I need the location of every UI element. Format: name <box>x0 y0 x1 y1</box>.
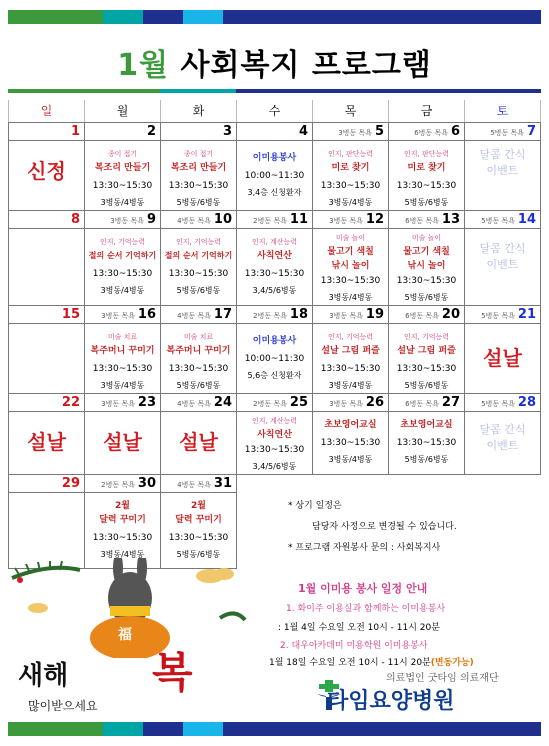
page-title: 1월 사회복지 프로그램 <box>117 48 432 83</box>
date-cell: 2병동 목욕 30 <box>85 474 161 492</box>
date-cell: 29 <box>9 474 85 492</box>
date-cell: 3병동 목욕 16 <box>85 305 161 323</box>
program-cell: 인지, 계산능력 사칙연산 13:30~15:30 3,4/5/6병동 <box>237 411 313 474</box>
program-cell: 이미용봉사 10:00~11:30 5,6층 신청환자 <box>237 323 313 393</box>
date-cell: 3 <box>161 122 237 140</box>
date-cell: 2병동 목욕 18 <box>237 305 313 323</box>
date-cell: 5병동 목욕 14 <box>465 210 541 228</box>
bottom-color-bar <box>8 722 541 736</box>
program-cell: 인지, 판단능력 미로 찾기 13:30~15:30 3병동/4병동 <box>313 140 389 210</box>
program-cell: 달콤 간식 이벤트 <box>465 140 541 210</box>
program-cell: 설날 <box>9 411 85 474</box>
date-cell: 3병동 목욕 5 <box>313 122 389 140</box>
weekday-sun: 일 <box>9 100 85 122</box>
program-cell: 종이 접기 복조리 만들기 13:30~15:30 3병동/4병동 <box>85 140 161 210</box>
title-underline <box>8 89 541 93</box>
date-cell: 6병동 목욕 6 <box>389 122 465 140</box>
date-cell: 3병동 목욕 23 <box>85 393 161 411</box>
date-row <box>9 122 541 140</box>
weekday-mon: 월 <box>85 100 161 122</box>
date-cell: 4병동 목욕 24 <box>161 393 237 411</box>
date-cell: 6병동 목욕 20 <box>389 305 465 323</box>
empty-cell <box>237 474 541 492</box>
date-cell: 1 <box>9 122 85 140</box>
date-cell: 22 <box>9 393 85 411</box>
top-color-bar <box>8 10 541 24</box>
weekday-sat: 토 <box>465 100 541 122</box>
announcement-title: 1월 이미용 봉사 일정 안내 <box>298 582 428 595</box>
program-cell <box>9 323 85 393</box>
weekday-tue: 화 <box>161 100 237 122</box>
date-cell: 3병동 목욕 9 <box>85 210 161 228</box>
pouch-character: 福 <box>118 627 132 643</box>
program-row <box>9 228 541 305</box>
date-row <box>9 305 541 323</box>
date-cell: 8 <box>9 210 85 228</box>
program-cell: 설날 <box>161 411 237 474</box>
program-cell: 미술 놀이 물고기 색칠 낚시 놀이 13:30~15:30 5병동/6병동 <box>389 228 465 305</box>
program-cell: 달콤 간식 이벤트 <box>465 228 541 305</box>
program-row <box>9 140 541 210</box>
program-cell: 미술 치료 복주머니 꾸미기 13:30~15:30 3병동/4병동 <box>85 323 161 393</box>
date-cell: 4병동 목욕 17 <box>161 305 237 323</box>
bok-character: 복 <box>152 648 193 697</box>
program-cell: 인지, 판단능력 미로 찾기 13:30~15:30 5병동/6병동 <box>389 140 465 210</box>
program-cell: 인지, 기억능력 설날 그림 퍼즐 13:30~15:30 3병동/4병동 <box>313 323 389 393</box>
program-cell: 초보영어교실 13:30~15:30 3병동/4병동 <box>313 411 389 474</box>
program-cell: 인지, 기억능력 절의 순서 기억하기 13:30~15:30 5병동/6병동 <box>161 228 237 305</box>
program-cell: 설날 <box>465 323 541 393</box>
program-row <box>9 323 541 393</box>
program-cell: 신정 <box>9 140 85 210</box>
program-cell: 인지, 기억능력 설날 그림 퍼즐 13:30~15:30 5병동/6병동 <box>389 323 465 393</box>
date-cell: 3병동 목욕 26 <box>313 393 389 411</box>
schedule-notes: * 상기 일정은 담당자 사정으로 변경될 수 있습니다. * 프로그램 자원봉사 문의 : 사회복지사 <box>288 501 457 553</box>
date-cell: 2병동 목욕 25 <box>237 393 313 411</box>
announcement-line: 1. 화이주 이용실과 함께하는 이미용봉사 <box>286 604 446 614</box>
weekday-thu: 목 <box>313 100 389 122</box>
date-row <box>9 210 541 228</box>
date-cell: 4 <box>237 122 313 140</box>
date-cell: 4병동 목욕 10 <box>161 210 237 228</box>
weekday-wed: 수 <box>237 100 313 122</box>
program-cell <box>9 492 85 568</box>
date-cell: 5병동 목욕 28 <box>465 393 541 411</box>
program-cell: 설날 <box>85 411 161 474</box>
hospital-foundation: 의료법인 굿타임 의료재단 <box>386 673 499 684</box>
date-cell: 4병동 목욕 31 <box>161 474 237 492</box>
program-cell: 미술 치료 복주머니 꾸미기 13:30~15:30 5병동/6병동 <box>161 323 237 393</box>
date-cell: 6병동 목욕 27 <box>389 393 465 411</box>
date-cell: 6병동 목욕 13 <box>389 210 465 228</box>
weekday-fri: 금 <box>389 100 465 122</box>
program-cell: 이미용봉사 10:00~11:30 3,4층 신청환자 <box>237 140 313 210</box>
date-cell: 3병동 목욕 19 <box>313 305 389 323</box>
new-year-greeting: 새해 <box>18 661 69 691</box>
program-cell <box>9 228 85 305</box>
announcement-line: 2. 대우아카데미 미용학원 이미용봉사 <box>280 641 428 651</box>
program-cell: 달콤 간식 이벤트 <box>465 411 541 474</box>
program-row <box>9 411 541 474</box>
date-cell: 2 <box>85 122 161 140</box>
program-cell: 종이 접기 복조리 만들기 13:30~15:30 5병동/6병동 <box>161 140 237 210</box>
program-cell: 인지, 기억능력 절의 순서 기억하기 13:30~15:30 3병동/4병동 <box>85 228 161 305</box>
program-cell: 미술 놀이 물고기 색칠 낚시 놀이 13:30~15:30 3병동/4병동 <box>313 228 389 305</box>
calendar-table <box>8 100 541 569</box>
program-cell: 인지, 계산능력 사칙연산 13:30~15:30 3,4/5/6병동 <box>237 228 313 305</box>
greeting-wish: 많이받으세요 <box>28 699 98 713</box>
program-cell: 2월 달력 꾸미기 13:30~15:30 5병동/6병동 <box>161 492 237 568</box>
announcement-line: 1월 18일 수요일 오전 10시 - 11시 20분(변동가능) <box>269 658 474 668</box>
program-cell: 초보영어교실 13:30~15:30 5병동/6병동 <box>389 411 465 474</box>
weekday-header-row <box>9 100 541 122</box>
date-row <box>9 393 541 411</box>
announcement-line: : 1월 4일 수요일 오전 10시 - 11시 20분 <box>278 623 440 633</box>
date-cell: 2병동 목욕 11 <box>237 210 313 228</box>
program-row <box>9 492 541 568</box>
hospital-name: 타임요양병원 <box>327 689 455 714</box>
date-cell: 15 <box>9 305 85 323</box>
date-cell: 3병동 목욕 12 <box>313 210 389 228</box>
date-cell: 5병동 목욕 21 <box>465 305 541 323</box>
date-row <box>9 474 541 492</box>
program-cell: 2월 달력 꾸미기 13:30~15:30 3병동/4병동 <box>85 492 161 568</box>
date-cell: 5병동 목욕 7 <box>465 122 541 140</box>
